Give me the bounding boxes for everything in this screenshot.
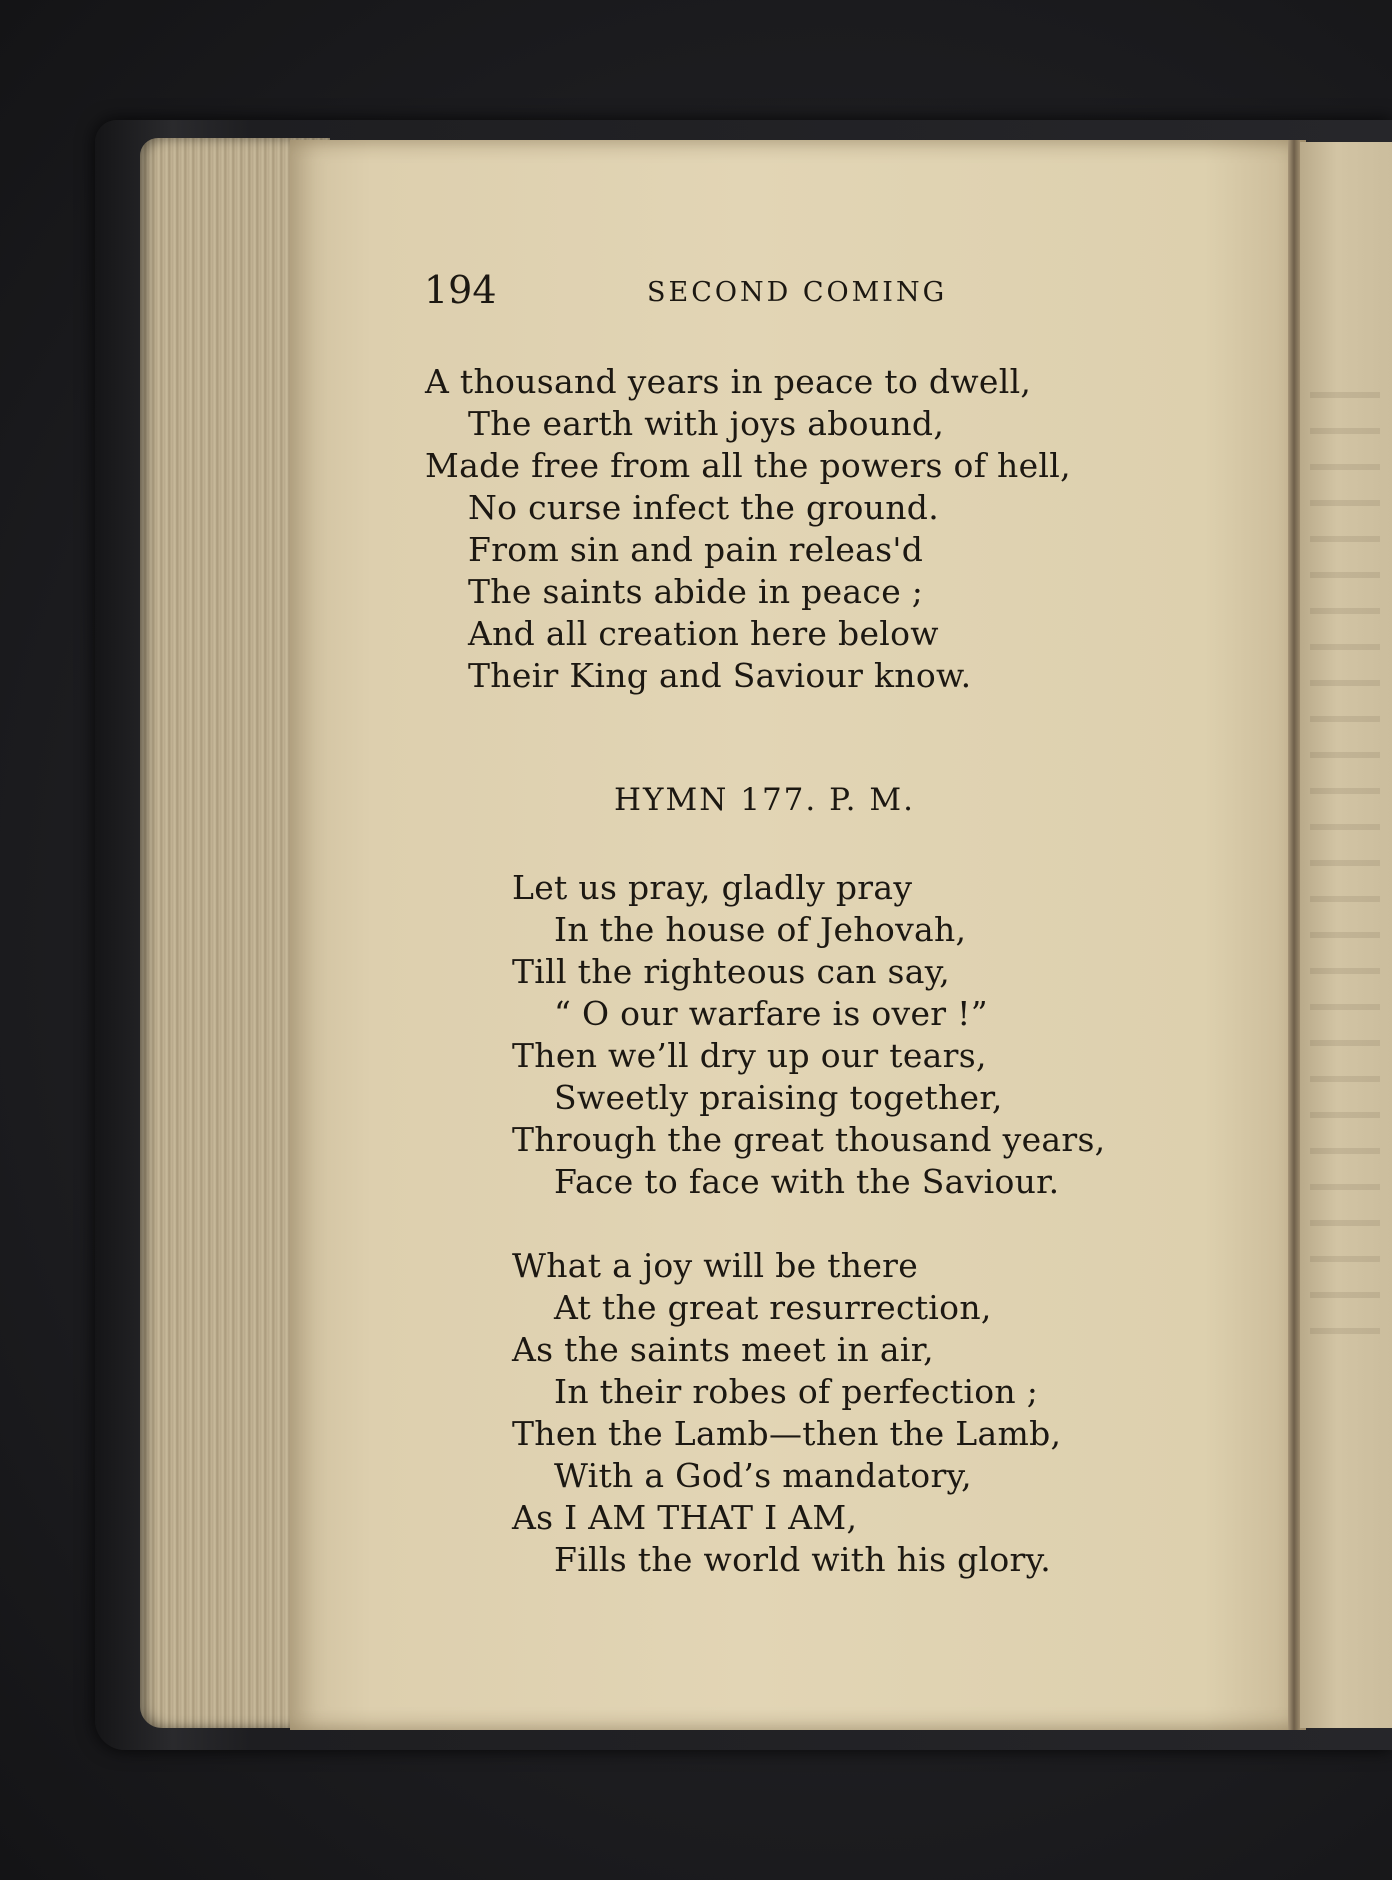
hymn-heading: HYMN 177. P. M. <box>614 782 915 818</box>
verse-line: Made free from all the powers of hell, <box>425 446 1071 485</box>
verse-line: What a joy will be there <box>512 1246 919 1285</box>
verse-line: As the saints meet in air, <box>512 1330 934 1369</box>
verse-line: Face to face with the Saviour. <box>554 1162 1060 1201</box>
verse-line: A thousand years in peace to dwell, <box>425 362 1032 401</box>
verse-line: Through the great thousand years, <box>512 1120 1106 1159</box>
verse-line: In their robes of perfection ; <box>554 1372 1039 1411</box>
verse-line: Then the Lamb—then the Lamb, <box>512 1414 1062 1453</box>
verse-line: From sin and pain releas'd <box>468 530 924 569</box>
verse-line: The earth with joys abound, <box>468 404 945 443</box>
verse-line: With a God’s mandatory, <box>554 1456 972 1495</box>
verse-line: At the great resurrection, <box>554 1288 992 1327</box>
page-number: 194 <box>424 268 497 312</box>
running-head: SECOND COMING <box>647 277 948 308</box>
verse-line: Then we’ll dry up our tears, <box>512 1036 987 1075</box>
verse-line: Let us pray, gladly pray <box>512 868 913 907</box>
verse-line: And all creation here below <box>468 614 939 653</box>
verse-line: Fills the world with his glory. <box>554 1540 1051 1579</box>
verse-line: Their King and Saviour know. <box>468 656 972 695</box>
verse-line: The saints abide in peace ; <box>468 572 924 611</box>
verse-line: Sweetly praising together, <box>554 1078 1003 1117</box>
verse-line: As I AM THAT I AM, <box>512 1498 858 1537</box>
verse-line: No curse infect the ground. <box>468 488 940 527</box>
verse-line: “ O our warfare is over !” <box>554 994 988 1033</box>
verse-line: In the house of Jehovah, <box>554 910 967 949</box>
verse-line: Till the righteous can say, <box>512 952 951 991</box>
